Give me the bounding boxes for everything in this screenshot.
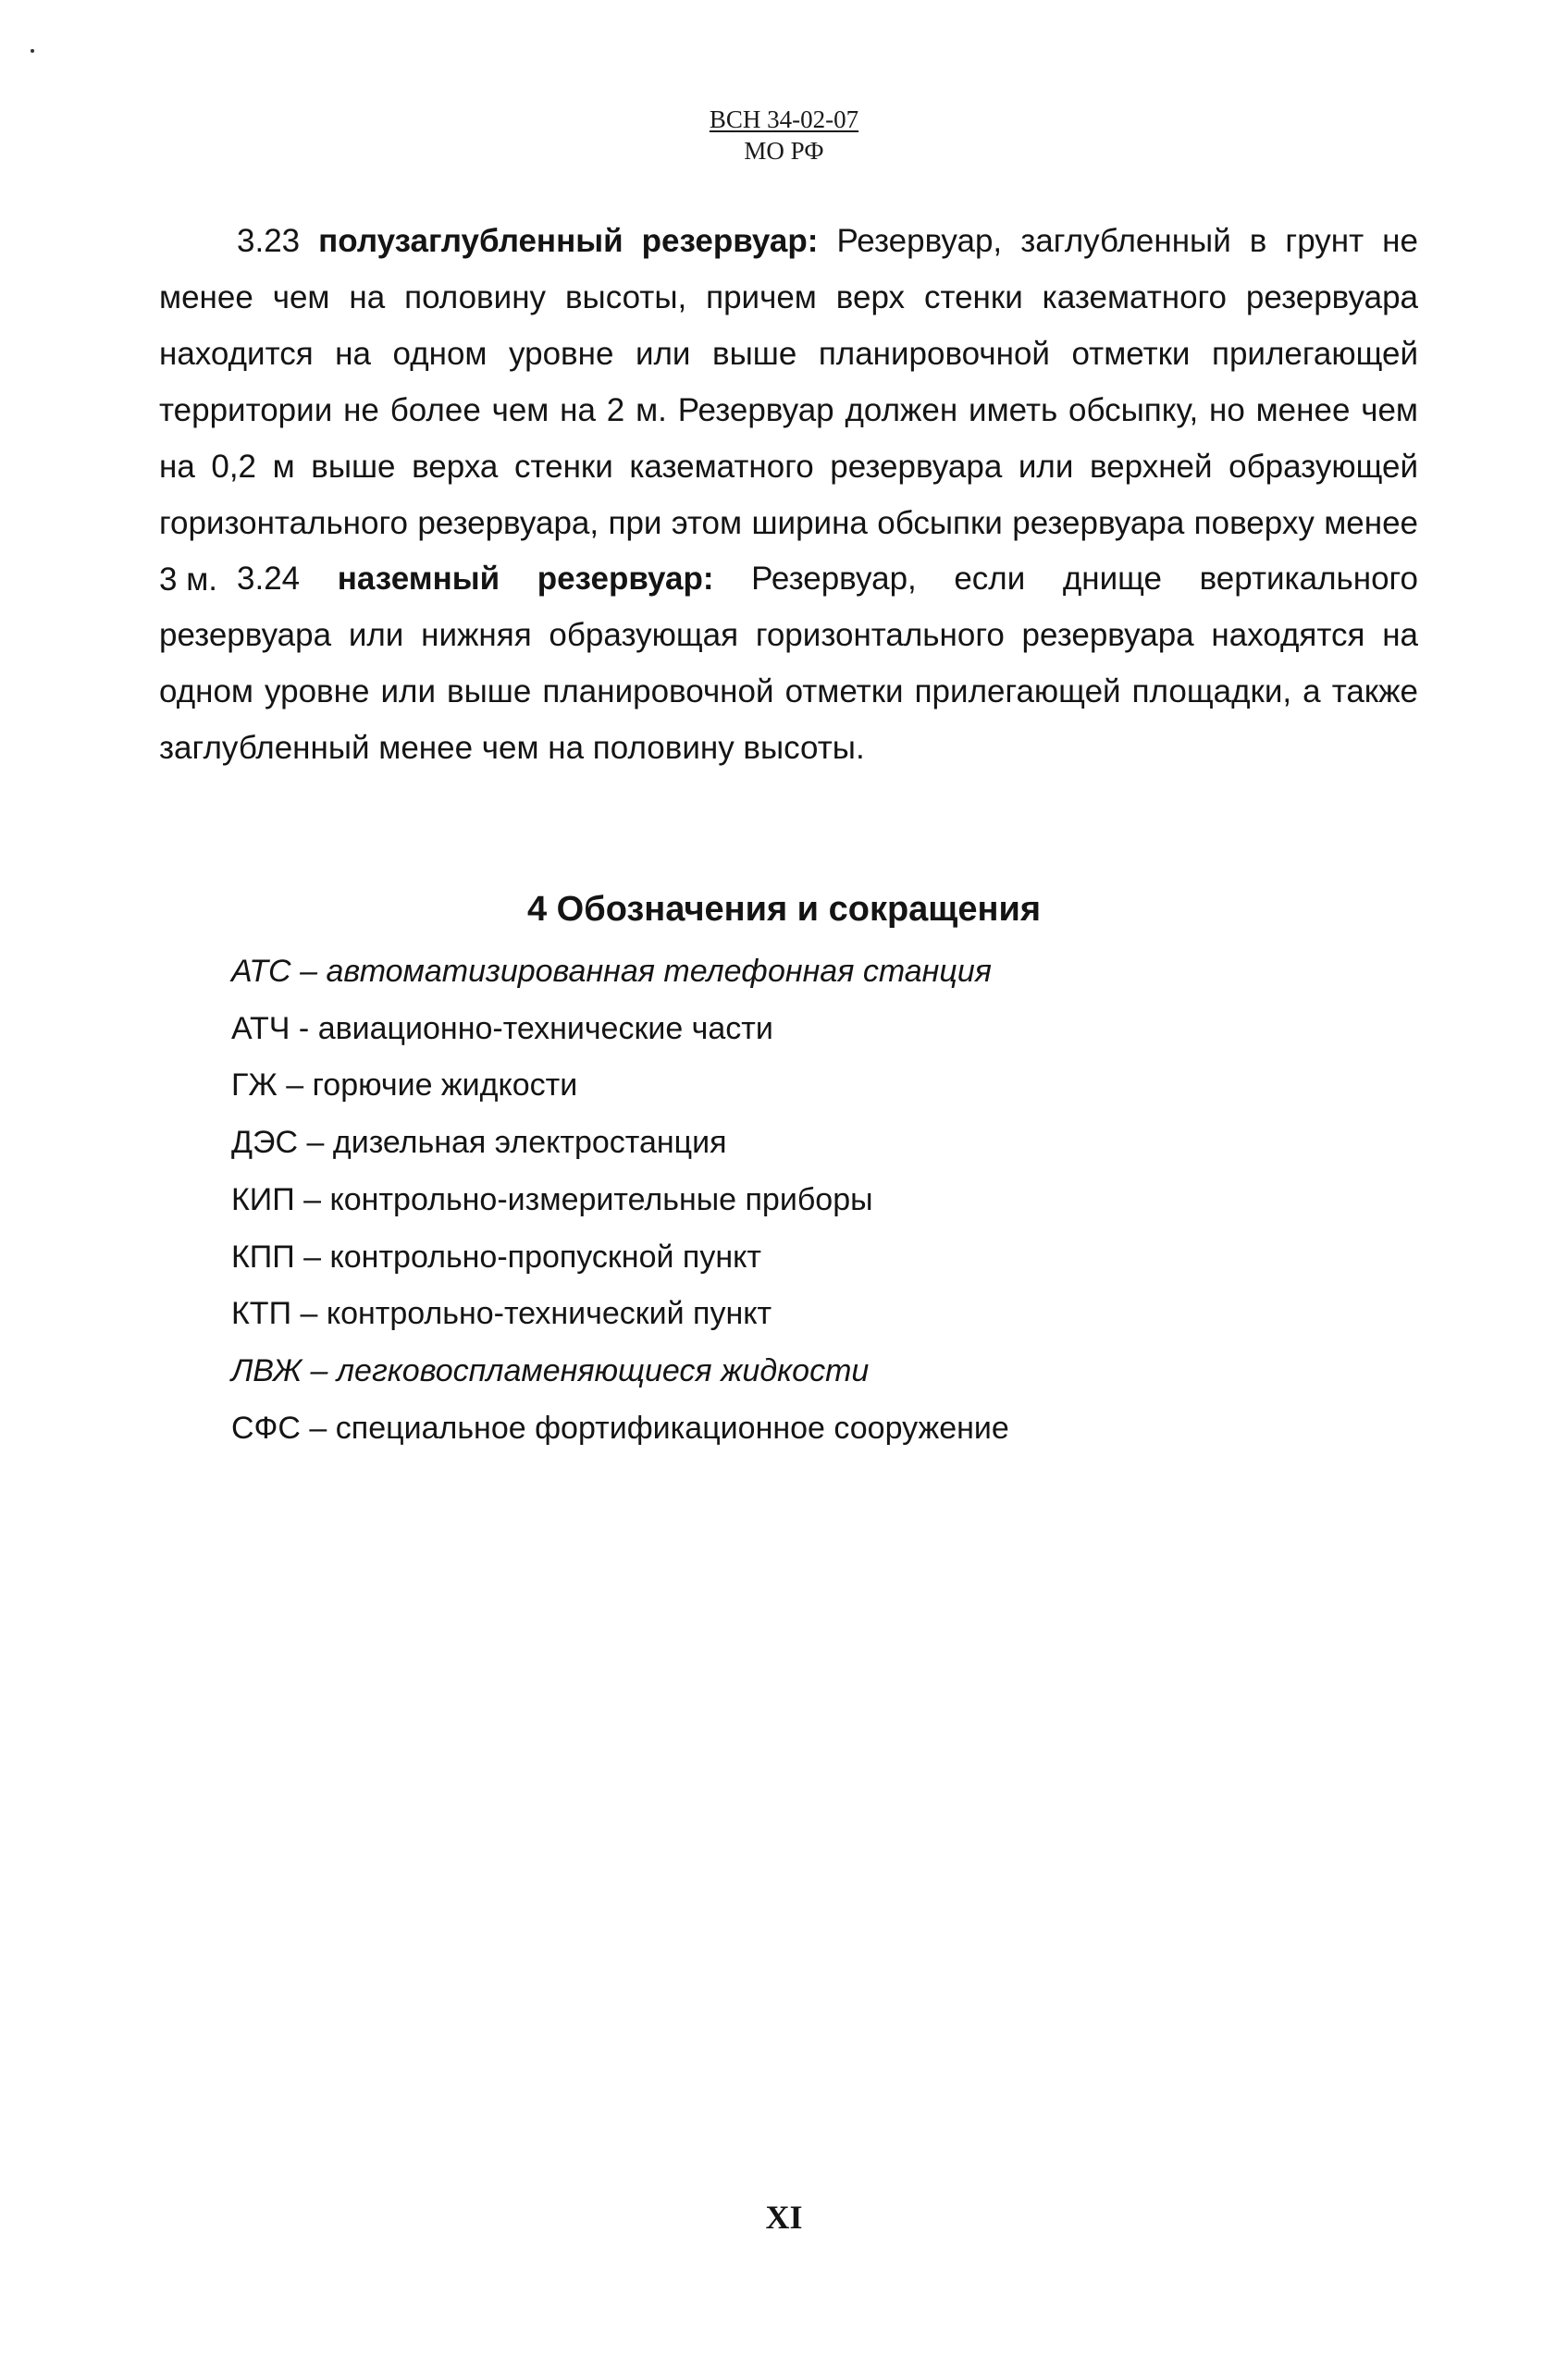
separator: -: [298, 1010, 310, 1046]
document-code: ВСН 34-02-07: [709, 105, 859, 133]
abbreviation-meaning: контрольно-пропускной пункт: [329, 1239, 761, 1275]
abbreviation-meaning: горючие жидкости: [312, 1067, 578, 1104]
abbreviation-meaning: дизельная электростанция: [332, 1125, 727, 1161]
abbreviation-item: [231, 1115, 1009, 1172]
abbreviation-item: [231, 1343, 1009, 1400]
abbreviation-item: [231, 1001, 1009, 1058]
separator: –: [286, 1067, 304, 1104]
page-number: XI: [765, 2199, 803, 2236]
abbreviation-item: [231, 1172, 1009, 1229]
abbreviation-meaning: автоматизированная телефонная станция: [326, 954, 992, 989]
clause-3-23: [159, 213, 1418, 608]
separator: –: [310, 1352, 328, 1388]
abbreviation-item: [231, 1057, 1009, 1115]
abbreviation-meaning: специальное фортификационное сооружение: [335, 1410, 1009, 1446]
document-header: [0, 104, 1568, 166]
separator: –: [300, 1296, 318, 1332]
abbreviation-item: [231, 1286, 1009, 1343]
abbreviation: КТП: [231, 1296, 292, 1332]
clause-3-24: [159, 550, 1418, 776]
clause-number: 3.24: [237, 561, 301, 597]
abbreviation: АТЧ: [231, 1010, 290, 1046]
abbreviation: КИП: [231, 1181, 295, 1217]
abbreviation-meaning: авиационно-технические части: [317, 1010, 773, 1046]
abbreviation-item: [231, 1229, 1009, 1287]
abbreviation-meaning: контрольно-технический пункт: [326, 1296, 772, 1332]
section-title: 4 Обозначения и сокращения: [526, 890, 1041, 929]
abbreviation: ДЭС: [231, 1125, 299, 1161]
clause-number: 3.23: [237, 223, 301, 259]
abbreviation: ЛВЖ: [231, 1352, 302, 1388]
separator: –: [300, 954, 317, 989]
clause-text: Резервуар, заглубленный в грунт не менее чем на половину высоты, причем верх стенки казематного резервуара находится на одном уровне или выше планировочной отметки прилегающей территории не более чем на 2 м. Резервуар должен иметь обсыпку, но менее чем на 0,2 м выше верха стенки казематного резервуара или верхней образующей горизонтального резервуара, при этом ширина обсыпки резервуара поверху менее 3 м.: [159, 223, 1418, 598]
separator: –: [306, 1125, 325, 1161]
scan-speck: [31, 49, 34, 53]
document-org: МО РФ: [744, 137, 824, 165]
abbreviation: КПП: [231, 1239, 295, 1275]
abbreviation-item: [231, 1400, 1009, 1458]
abbreviation-list: [231, 944, 1009, 1457]
clause-text: Резервуар, если днище вертикального резервуара или нижняя образующая горизонтального резервуара находятся на одном уровне или выше планировочной отметки прилегающей площадки, а также заглубленный менее чем на половину высоты.: [159, 561, 1418, 766]
clause-term: наземный резервуар:: [337, 561, 714, 597]
clause-term: полузаглубленный резервуар:: [318, 223, 819, 259]
abbreviation: ГЖ: [231, 1067, 278, 1104]
abbreviation-meaning: легковоспламеняющиеся жидкости: [336, 1352, 870, 1388]
abbreviation: АТС: [231, 954, 291, 989]
abbreviation-meaning: контрольно-измерительные приборы: [329, 1181, 873, 1217]
separator: –: [309, 1410, 327, 1446]
abbreviation: СФС: [231, 1410, 301, 1446]
separator: –: [303, 1239, 322, 1275]
separator: –: [303, 1181, 322, 1217]
abbreviation-item: [231, 944, 1009, 1001]
